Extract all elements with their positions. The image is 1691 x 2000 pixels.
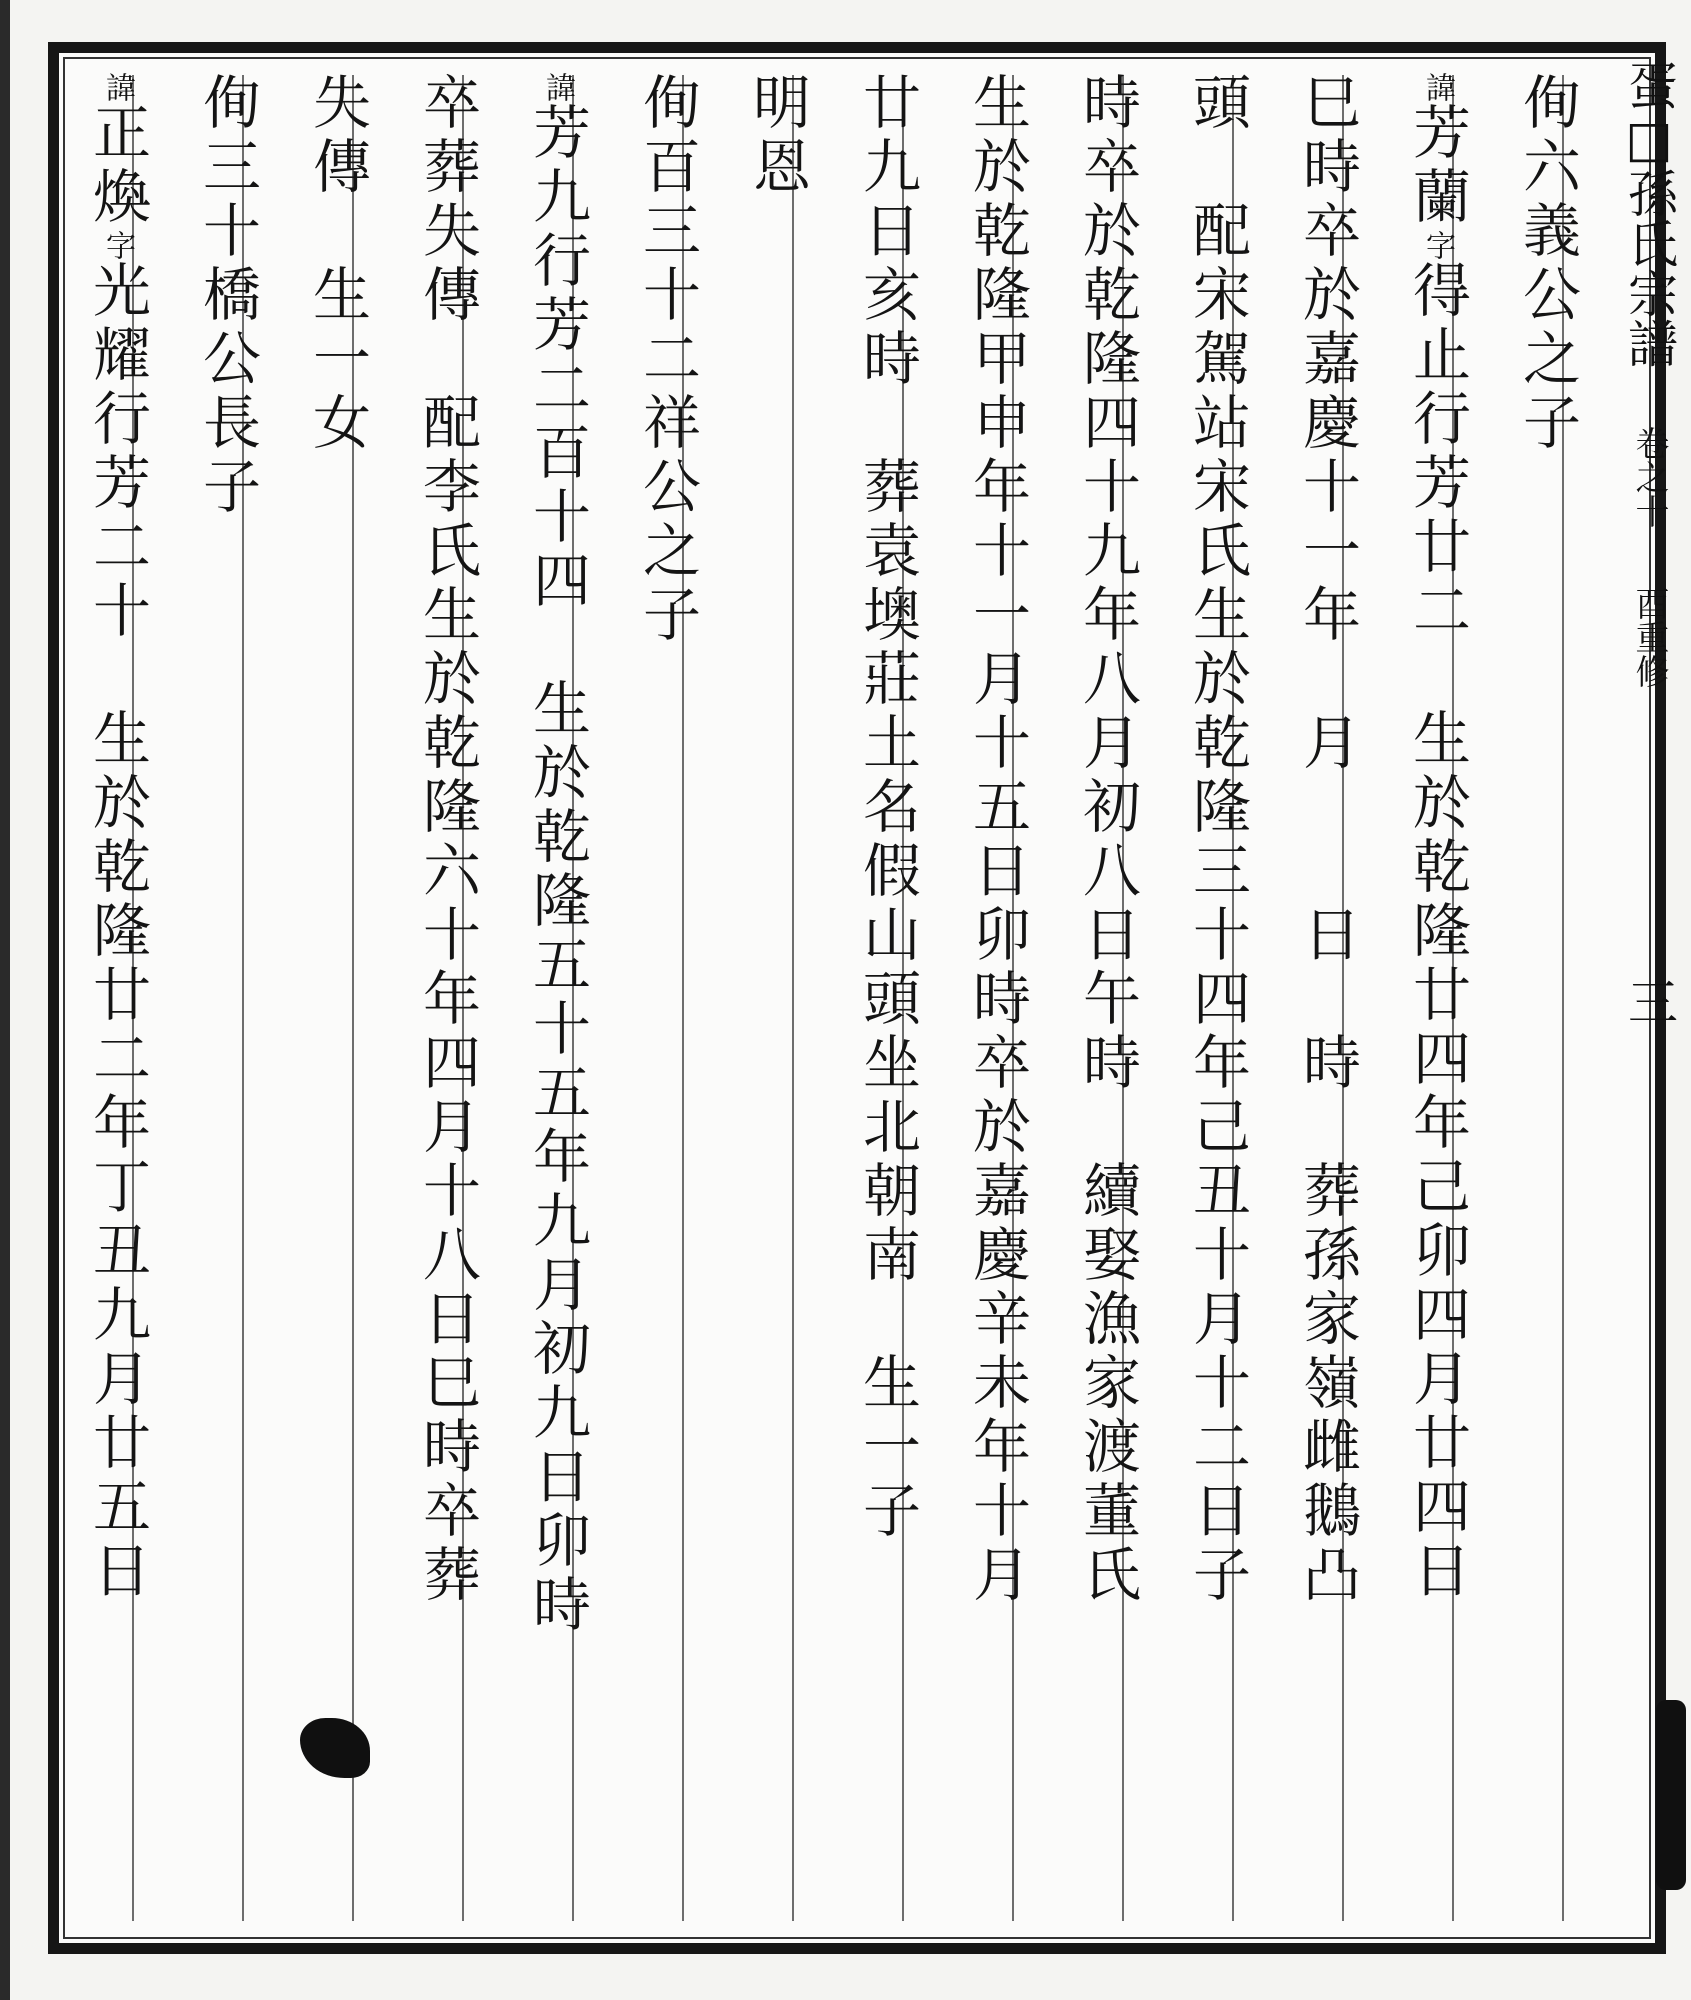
- revision-note: 酉重修: [1629, 586, 1669, 688]
- column-text: 光耀行芳二十 生於乾隆廿二年丁丑九月廿五日: [83, 260, 151, 1604]
- column-text: 明恩: [743, 72, 811, 200]
- column-text: 芳蘭: [1403, 102, 1471, 230]
- text-column-10: [507, 72, 607, 1912]
- page-edge-shadow: [0, 0, 10, 2000]
- damage-mark: [1656, 1700, 1686, 1890]
- column-text: 侚三十橋公長子: [193, 72, 261, 520]
- honorific-marker: 字: [1420, 230, 1455, 260]
- column-text: 廿九日亥時 葬袁墺莊土名假山頭坐北朝南 生一子: [853, 72, 921, 1544]
- column-text: 巳時卒於嘉慶十一年 月 日 時 葬孫家嶺雌鵝凸: [1293, 72, 1361, 1608]
- column-text: 失傳 生一女: [303, 72, 371, 456]
- honorific-marker: 諱: [100, 72, 135, 102]
- column-text: 頭 配宋駕站宋氏生於乾隆三十四年己丑十月十二日子: [1183, 72, 1251, 1608]
- text-column-12: [287, 72, 387, 1912]
- column-text: 侚百三十二祥公之子: [633, 72, 701, 648]
- text-column-1: [1497, 72, 1597, 1912]
- text-column-6: [947, 72, 1047, 1912]
- text-column-4: [1167, 72, 1267, 1912]
- text-column-5: [1057, 72, 1157, 1912]
- genealogy-title: 蛋□孫氏宗譜: [1620, 60, 1678, 368]
- honorific-marker: 字: [100, 230, 135, 260]
- text-column-14: [67, 72, 167, 1912]
- text-column-3: [1277, 72, 1377, 1912]
- text-column-7: [837, 72, 937, 1912]
- column-text: 得止行芳廿二 生於乾隆廿四年己卯四月廿四日: [1403, 260, 1471, 1604]
- text-column-11: [397, 72, 497, 1912]
- column-text: 卒葬失傳 配李氏生於乾隆六十年四月十八日巳時卒葬: [413, 72, 481, 1608]
- text-column-8: [727, 72, 827, 1912]
- column-text: 正煥: [83, 102, 151, 230]
- column-text: 芳九行芳二百十四 生於乾隆五十五年九月初九日卯時: [523, 102, 591, 1638]
- column-text: 時卒於乾隆四十九年八月初八日午時 續娶漁家渡董氏: [1073, 72, 1141, 1608]
- page-number: 三: [1620, 976, 1678, 1026]
- honorific-marker: 諱: [1420, 72, 1455, 102]
- column-text: 侚六義公之子: [1513, 72, 1581, 456]
- honorific-marker: 諱: [540, 72, 575, 102]
- text-column-9: [617, 72, 717, 1912]
- column-text: 生於乾隆甲申年十一月十五日卯時卒於嘉慶辛未年十月: [963, 72, 1031, 1608]
- page-margin-header: [1618, 60, 1680, 1960]
- text-column-2: [1387, 72, 1487, 1912]
- volume-label: 卷之十: [1629, 426, 1669, 528]
- text-column-13: [177, 72, 277, 1912]
